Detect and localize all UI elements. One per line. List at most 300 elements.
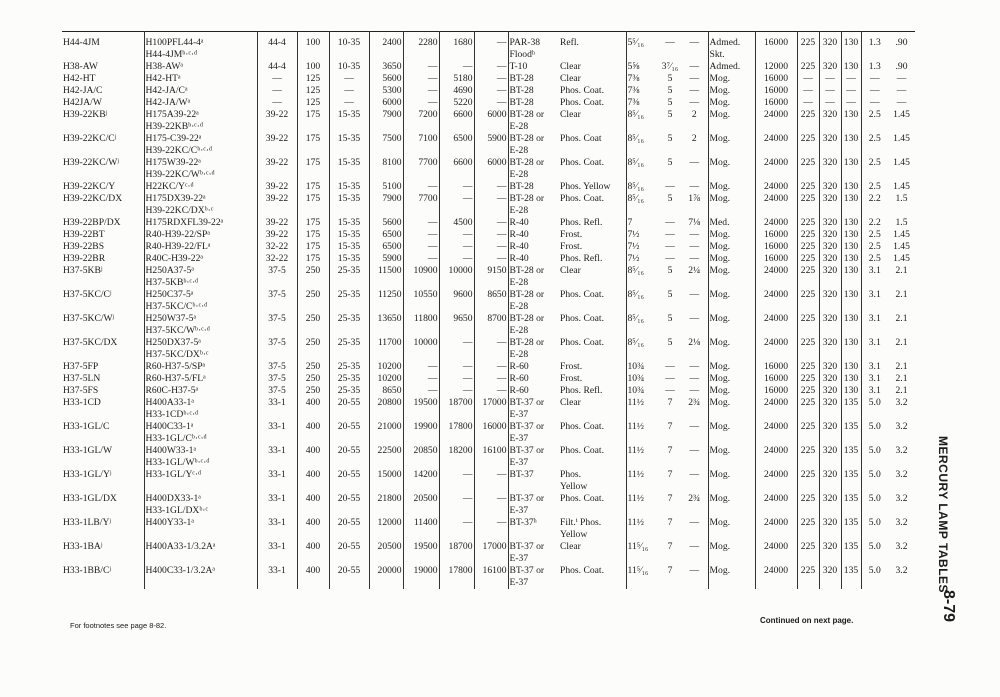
- cell-trade-designation: H400C33-1/3.2Aᵃ: [144, 565, 257, 589]
- cell-open-circuit: 320: [819, 397, 841, 421]
- cell-volts: 10-35: [329, 61, 369, 73]
- cell-volts: —: [329, 73, 369, 85]
- cell-diameter: 5: [667, 97, 673, 108]
- cell-lumens-b: 4690: [439, 85, 474, 97]
- cell-length: 5⁵⁄₁₆: [626, 32, 659, 62]
- cell-lumens-b: 18700: [439, 397, 474, 421]
- cell-ballast: 37-5: [257, 337, 297, 361]
- cell-ballast: 37-5: [257, 265, 297, 289]
- cell-ballast-voltage: 225: [797, 373, 819, 385]
- cell-diameter: 5: [667, 133, 673, 144]
- cell-lamp-amps: 2.5: [868, 133, 881, 144]
- cell-watts: 100: [297, 32, 329, 62]
- cell-bulb: BT-28: [509, 97, 534, 108]
- cell-watts: 250: [297, 385, 329, 397]
- cell-trade-designation: R40-H39-22/FLᵃ: [144, 241, 257, 253]
- cell-lumens-100h: 11250: [369, 289, 403, 313]
- cell-diameter: —: [665, 241, 675, 252]
- cell-operating-volts: 130: [841, 337, 861, 361]
- cell-ballast: 37-5: [257, 361, 297, 373]
- cell-light-center: —: [681, 229, 708, 241]
- cell-light-center: 2¾: [681, 493, 708, 517]
- cell-length: 8⁵⁄₁₆: [627, 133, 644, 144]
- cell-operating-volts: 130: [841, 32, 861, 62]
- cell-lumens-a: 19900: [403, 421, 439, 445]
- cell-operating-volts: 130: [841, 157, 861, 181]
- cell-trade-designation: H400DX33-1ᵃ H33-1GL/DXᵇ·ᶜ: [144, 493, 257, 517]
- cell-ballast: 37-5: [257, 289, 297, 313]
- cell-trade-designation: H400A33-1/3.2Aᵃ: [144, 541, 257, 565]
- cell-finish: Phos. Coat.: [559, 313, 626, 337]
- table-body: [62, 32, 915, 590]
- table-row: [62, 337, 915, 361]
- cell-open-circuit: 320: [819, 253, 841, 265]
- cell-finish: Clear: [559, 61, 626, 73]
- cell-lamp-amps: —: [869, 85, 880, 96]
- cell-finish: Phos. Coat: [559, 133, 626, 157]
- cell-finish: Frost.: [559, 241, 626, 253]
- cell-finish: Refl.: [559, 32, 626, 62]
- cell-lumens-c: —: [474, 385, 508, 397]
- cell-current: 3.2: [895, 469, 908, 480]
- cell-ansi-designation: H33-1GL/C: [62, 421, 144, 445]
- cell-length: 8⁵⁄₁₆: [627, 289, 644, 300]
- cell-watts: 175: [297, 253, 329, 265]
- cell-life-hours: 12000: [755, 61, 797, 73]
- cell-open-circuit: 320: [819, 181, 841, 193]
- cell-lumens-a: 10550: [403, 289, 439, 313]
- cell-bulb: BT-28 or E-28: [509, 265, 545, 288]
- cell-operating-volts: 135: [841, 565, 861, 589]
- cell-trade-designation: H250A37-5ᵃ H37-5KBᵇ·ᶜ·ᵈ: [144, 265, 257, 289]
- cell-current: 2.1: [895, 289, 908, 300]
- cell-light-center: 1⅞: [681, 193, 708, 217]
- cell-lamp-amps: 2.2: [868, 193, 881, 204]
- cell-trade-designation: H400Y33-1ᵃ: [144, 517, 257, 541]
- cell-finish: Phos. Coat.: [559, 85, 626, 97]
- cell-ballast: 33-1: [257, 421, 297, 445]
- cell-life-hours: 16000: [755, 229, 797, 241]
- cell-ansi-designation: H42-HT: [62, 73, 144, 85]
- cell-diameter: —: [665, 373, 675, 384]
- cell-open-circuit: 320: [819, 133, 841, 157]
- cell-ansi-designation: H42-JA/C: [62, 85, 144, 97]
- cell-lumens-b: 18700: [439, 541, 474, 565]
- cell-light-center: 2: [681, 109, 708, 133]
- side-title: MERCURY LAMP TABLES: [936, 436, 950, 594]
- cell-volts: —: [329, 85, 369, 97]
- cell-lamp-amps: 2.5: [868, 241, 881, 252]
- cell-lumens-b: 10000: [439, 265, 474, 289]
- cell-ballast: —: [257, 97, 297, 109]
- cell-ballast-voltage: 225: [797, 565, 819, 589]
- cell-volts: 25-35: [329, 385, 369, 397]
- cell-operating-volts: 130: [841, 181, 861, 193]
- cell-volts: 20-55: [329, 517, 369, 541]
- cell-operating-volts: 130: [841, 313, 861, 337]
- cell-diameter: 3⁷⁄₁₆: [661, 61, 679, 72]
- cell-current: 2.1: [895, 361, 908, 372]
- cell-bulb: BT-28 or E-28: [509, 313, 545, 336]
- cell-base: Mog.: [708, 361, 755, 373]
- cell-current: 1.45: [893, 253, 910, 264]
- cell-ballast: 37-5: [257, 385, 297, 397]
- cell-open-circuit: 320: [819, 313, 841, 337]
- cell-current: 1.45: [893, 157, 910, 168]
- cell-light-center: —: [681, 85, 708, 97]
- cell-operating-volts: 130: [841, 385, 861, 397]
- cell-base: Admed. Skt.: [708, 32, 755, 62]
- cell-lumens-a: 10000: [403, 337, 439, 361]
- cell-open-circuit: 320: [819, 157, 841, 181]
- cell-bulb: BT-28 or E-28: [509, 109, 545, 132]
- cell-finish: Phos. Refl.: [559, 385, 626, 397]
- cell-ansi-designation: H38-AW: [62, 61, 144, 73]
- cell-base: Mog.: [708, 73, 755, 85]
- cell-lumens-b: 17800: [439, 565, 474, 589]
- cell-current: —: [896, 97, 907, 108]
- cell-current: 1.5: [895, 193, 908, 204]
- cell-volts: 20-55: [329, 565, 369, 589]
- cell-lumens-a: 7100: [403, 133, 439, 157]
- cell-open-circuit: 320: [819, 493, 841, 517]
- cell-volts: 15-35: [329, 181, 369, 193]
- cell-lamp-amps: 3.1: [868, 337, 881, 348]
- cell-ansi-designation: H44-4JM: [62, 32, 144, 62]
- table-row: [62, 253, 915, 265]
- cell-diameter: 7: [667, 445, 673, 456]
- cell-lumens-c: —: [474, 73, 508, 85]
- cell-bulb: R-60: [509, 361, 529, 372]
- cell-length: 11½: [627, 445, 644, 456]
- cell-volts: 20-55: [329, 493, 369, 517]
- cell-lumens-a: —: [403, 217, 439, 229]
- cell-ballast-voltage: 225: [797, 157, 819, 181]
- cell-lamp-amps: 3.1: [868, 373, 881, 384]
- table-row: [62, 313, 915, 337]
- cell-light-center: —: [681, 32, 708, 62]
- cell-lumens-c: 9150: [474, 265, 508, 289]
- cell-ansi-designation: H39-22BS: [62, 241, 144, 253]
- cell-operating-volts: 135: [841, 397, 861, 421]
- cell-length: 11½: [627, 397, 644, 408]
- cell-life-hours: 16000: [755, 373, 797, 385]
- cell-watts: 400: [297, 565, 329, 589]
- cell-watts: 125: [297, 97, 329, 109]
- cell-current: .90: [895, 61, 908, 72]
- cell-lamp-amps: 3.1: [868, 289, 881, 300]
- cell-ansi-designation: H33-1GL/Yʲ: [62, 469, 144, 493]
- cell-finish: Phos. Coat.: [559, 157, 626, 181]
- cell-watts: 400: [297, 421, 329, 445]
- cell-ansi-designation: H33-1GL/W: [62, 445, 144, 469]
- cell-operating-volts: 130: [841, 217, 861, 229]
- cell-ballast-voltage: —: [797, 73, 819, 85]
- cell-volts: 25-35: [329, 361, 369, 373]
- cell-ballast: —: [257, 85, 297, 97]
- cell-trade-designation: H33-1GL/Yᶜ·ᵈ: [144, 469, 257, 493]
- cell-lumens-b: 6600: [439, 109, 474, 133]
- cell-bulb: PAR-38 Floodʰ: [508, 32, 559, 62]
- cell-open-circuit: —: [819, 97, 841, 109]
- cell-lamp-amps: 2.5: [868, 157, 881, 168]
- cell-watts: 250: [297, 289, 329, 313]
- table-row: [62, 229, 915, 241]
- cell-ballast: —: [257, 73, 297, 85]
- cell-life-hours: 16000: [755, 361, 797, 373]
- cell-ansi-designation: H39-22KBʲ: [62, 109, 144, 133]
- cell-light-center: 2¼: [681, 265, 708, 289]
- cell-open-circuit: 320: [819, 337, 841, 361]
- cell-operating-volts: 135: [841, 469, 861, 493]
- cell-light-center: —: [681, 73, 708, 85]
- cell-lumens-b: —: [439, 493, 474, 517]
- cell-lumens-100h: 5100: [369, 181, 403, 193]
- cell-ansi-designation: H37-5FP: [62, 361, 144, 373]
- cell-ballast-voltage: 225: [797, 397, 819, 421]
- cell-length: 7⅜: [627, 85, 640, 96]
- cell-ballast-voltage: 225: [797, 493, 819, 517]
- cell-lumens-a: 19000: [403, 565, 439, 589]
- cell-life-hours: 24000: [755, 565, 797, 589]
- table-row: [62, 541, 915, 565]
- cell-ansi-designation: H37-5KC/Cʲ: [62, 289, 144, 313]
- cell-ballast: 39-22: [257, 193, 297, 217]
- cell-ballast: 33-1: [257, 517, 297, 541]
- cell-lumens-a: —: [403, 361, 439, 373]
- cell-finish: Phos. Refl.: [559, 253, 626, 265]
- cell-diameter: 5: [667, 337, 673, 348]
- cell-life-hours: 24000: [755, 445, 797, 469]
- cell-ansi-designation: H37-5KC/Wʲ: [62, 313, 144, 337]
- cell-current: 2.1: [895, 337, 908, 348]
- cell-life-hours: 24000: [755, 181, 797, 193]
- cell-volts: 15-35: [329, 229, 369, 241]
- cell-trade-designation: R60C-H37-5ᵃ: [144, 385, 257, 397]
- cell-length: 8⁵⁄₁₆: [627, 193, 644, 204]
- cell-lumens-a: 20500: [403, 493, 439, 517]
- cell-lumens-b: —: [439, 469, 474, 493]
- cell-ballast: 33-1: [257, 445, 297, 469]
- cell-base: Mog.: [708, 85, 755, 97]
- cell-ansi-designation: H37-5KBʲ: [62, 265, 144, 289]
- footnote-reference: For footnotes see page 8-82.: [70, 621, 167, 630]
- cell-ansi-designation: H39-22KC/Cʲ: [62, 133, 144, 157]
- cell-life-hours: 24000: [755, 109, 797, 133]
- cell-lumens-100h: 21800: [369, 493, 403, 517]
- cell-ballast-voltage: 225: [797, 517, 819, 541]
- cell-trade-designation: H175A39-22ᵃ H39-22KBᵇ·ᶜ·ᵈ: [144, 109, 257, 133]
- cell-volts: 20-55: [329, 469, 369, 493]
- cell-length: 11½: [627, 469, 644, 480]
- cell-operating-volts: 130: [841, 265, 861, 289]
- cell-watts: 250: [297, 373, 329, 385]
- cell-diameter: —: [665, 253, 675, 264]
- cell-current: 3.2: [895, 445, 908, 456]
- cell-base: Mog.: [708, 397, 755, 421]
- cell-watts: 175: [297, 241, 329, 253]
- cell-lumens-100h: 5300: [369, 85, 403, 97]
- cell-ansi-designation: H39-22BP/DX: [62, 217, 144, 229]
- cell-base: Mog.: [708, 445, 755, 469]
- cell-lumens-100h: 20000: [369, 565, 403, 589]
- cell-open-circuit: 320: [819, 565, 841, 589]
- cell-open-circuit: 320: [819, 421, 841, 445]
- cell-volts: 20-55: [329, 541, 369, 565]
- cell-lumens-a: —: [403, 73, 439, 85]
- cell-ballast: 33-1: [257, 397, 297, 421]
- cell-light-center: 2¾: [681, 397, 708, 421]
- cell-operating-volts: —: [841, 97, 861, 109]
- cell-base: Mog.: [708, 289, 755, 313]
- cell-ballast: 32-22: [257, 241, 297, 253]
- table-row: [62, 421, 915, 445]
- cell-volts: 15-35: [329, 193, 369, 217]
- cell-finish: Phos. Coat.: [559, 337, 626, 361]
- cell-diameter: —: [659, 32, 681, 62]
- cell-diameter: 5: [667, 313, 673, 324]
- cell-open-circuit: 320: [819, 541, 841, 565]
- cell-trade-designation: H175-C39-22ᵃ H39-22KC/Cᵇ·ᶜ·ᵈ: [144, 133, 257, 157]
- cell-ansi-designation: H33-1BAʲ: [62, 541, 144, 565]
- cell-length: 7½: [627, 253, 640, 264]
- cell-lamp-amps: 5.0: [868, 565, 881, 576]
- cell-ansi-designation: H37-5FS: [62, 385, 144, 397]
- cell-finish: Phos. Coat.: [559, 493, 626, 517]
- cell-lumens-a: 2280: [403, 32, 439, 62]
- cell-open-circuit: 320: [819, 385, 841, 397]
- cell-watts: 400: [297, 445, 329, 469]
- cell-lumens-c: —: [474, 253, 508, 265]
- cell-finish: Clear: [559, 73, 626, 85]
- cell-base: Mog.: [708, 229, 755, 241]
- cell-bulb: R-40: [509, 253, 529, 264]
- cell-bulb: BT-28: [509, 85, 534, 96]
- cell-lumens-b: —: [439, 229, 474, 241]
- cell-ballast: 32-22: [257, 253, 297, 265]
- cell-lumens-a: —: [403, 385, 439, 397]
- cell-life-hours: 24000: [755, 265, 797, 289]
- cell-lumens-100h: 15000: [369, 469, 403, 493]
- cell-length: 5⅝: [627, 61, 640, 72]
- cell-diameter: —: [665, 181, 675, 192]
- cell-lumens-100h: 10200: [369, 373, 403, 385]
- cell-ballast-voltage: 225: [797, 541, 819, 565]
- cell-finish: Clear: [559, 109, 626, 133]
- cell-lumens-c: 16000: [474, 421, 508, 445]
- cell-current: 1.45: [893, 133, 910, 144]
- cell-lumens-b: —: [439, 517, 474, 541]
- cell-lumens-b: —: [439, 61, 474, 73]
- cell-open-circuit: 320: [819, 361, 841, 373]
- cell-volts: 15-35: [329, 109, 369, 133]
- cell-length: 11⁵⁄₁₆: [627, 565, 649, 576]
- cell-lumens-b: 17800: [439, 421, 474, 445]
- cell-lamp-amps: 5.0: [868, 445, 881, 456]
- cell-volts: 25-35: [329, 313, 369, 337]
- cell-base: Admed.: [708, 61, 755, 73]
- cell-finish: Phos. Coat.: [559, 97, 626, 109]
- cell-ansi-designation: H33-1LB/Yʲ: [62, 517, 144, 541]
- cell-operating-volts: —: [841, 85, 861, 97]
- cell-finish: Phos. Coat.: [559, 565, 626, 589]
- cell-light-center: —: [681, 565, 708, 589]
- cell-current: 2.1: [895, 265, 908, 276]
- table-row: [62, 265, 915, 289]
- cell-ballast-voltage: 225: [797, 241, 819, 253]
- cell-lamp-amps: 3.1: [868, 313, 881, 324]
- cell-watts: 400: [297, 541, 329, 565]
- cell-lamp-amps: 5.0: [868, 517, 881, 528]
- cell-base: Mog.: [708, 109, 755, 133]
- cell-life-hours: 24000: [755, 517, 797, 541]
- cell-lamp-amps: —: [869, 73, 880, 84]
- cell-trade-designation: R40-H39-22/SPᵃ: [144, 229, 257, 241]
- cell-light-center: —: [681, 289, 708, 313]
- cell-lumens-b: 5220: [439, 97, 474, 109]
- cell-lumens-a: 7700: [403, 157, 439, 181]
- cell-ansi-designation: H42JA/W: [62, 97, 144, 109]
- cell-base: Mog.: [708, 469, 755, 493]
- cell-lumens-100h: 21000: [369, 421, 403, 445]
- cell-lumens-b: 18200: [439, 445, 474, 469]
- cell-finish: Phos. Yellow: [559, 469, 626, 493]
- cell-operating-volts: 130: [841, 373, 861, 385]
- cell-operating-volts: 130: [841, 241, 861, 253]
- cell-operating-volts: 130: [841, 133, 861, 157]
- cell-finish: Clear: [559, 265, 626, 289]
- cell-lumens-100h: 20800: [369, 397, 403, 421]
- cell-current: 1.45: [893, 229, 910, 240]
- cell-ballast-voltage: —: [797, 97, 819, 109]
- cell-ballast: 39-22: [257, 133, 297, 157]
- cell-ansi-designation: H37-5LN: [62, 373, 144, 385]
- table-row: [62, 133, 915, 157]
- cell-finish: Phos. Coat.: [559, 193, 626, 217]
- cell-base: Mog.: [708, 373, 755, 385]
- cell-diameter: 7: [667, 565, 673, 576]
- cell-bulb: BT-37 or E-37: [509, 565, 545, 588]
- cell-life-hours: 24000: [755, 337, 797, 361]
- cell-lumens-100h: 8100: [369, 157, 403, 181]
- cell-open-circuit: 320: [819, 373, 841, 385]
- cell-lumens-a: —: [403, 373, 439, 385]
- cell-lumens-b: —: [439, 193, 474, 217]
- cell-ballast: 39-22: [257, 109, 297, 133]
- table-row: [62, 157, 915, 181]
- cell-open-circuit: —: [819, 85, 841, 97]
- cell-lumens-c: —: [474, 32, 508, 62]
- cell-light-center: 7⅛: [681, 217, 708, 229]
- cell-watts: 125: [297, 85, 329, 97]
- cell-lumens-b: —: [439, 337, 474, 361]
- cell-lamp-amps: 1.3: [861, 32, 888, 62]
- cell-volts: 15-35: [329, 217, 369, 229]
- cell-lumens-100h: 10200: [369, 361, 403, 373]
- table-row: [62, 73, 915, 85]
- cell-light-center: —: [681, 373, 708, 385]
- cell-diameter: —: [665, 385, 675, 396]
- cell-trade-designation: H175RDXFL39-22ᵃ: [144, 217, 257, 229]
- cell-lumens-b: 9600: [439, 289, 474, 313]
- cell-lumens-a: 20850: [403, 445, 439, 469]
- cell-open-circuit: 320: [819, 289, 841, 313]
- cell-bulb: R-40: [509, 217, 529, 228]
- cell-volts: 25-35: [329, 373, 369, 385]
- table-row: [62, 289, 915, 313]
- cell-lumens-100h: 5900: [369, 253, 403, 265]
- cell-current: 1.5: [895, 217, 908, 228]
